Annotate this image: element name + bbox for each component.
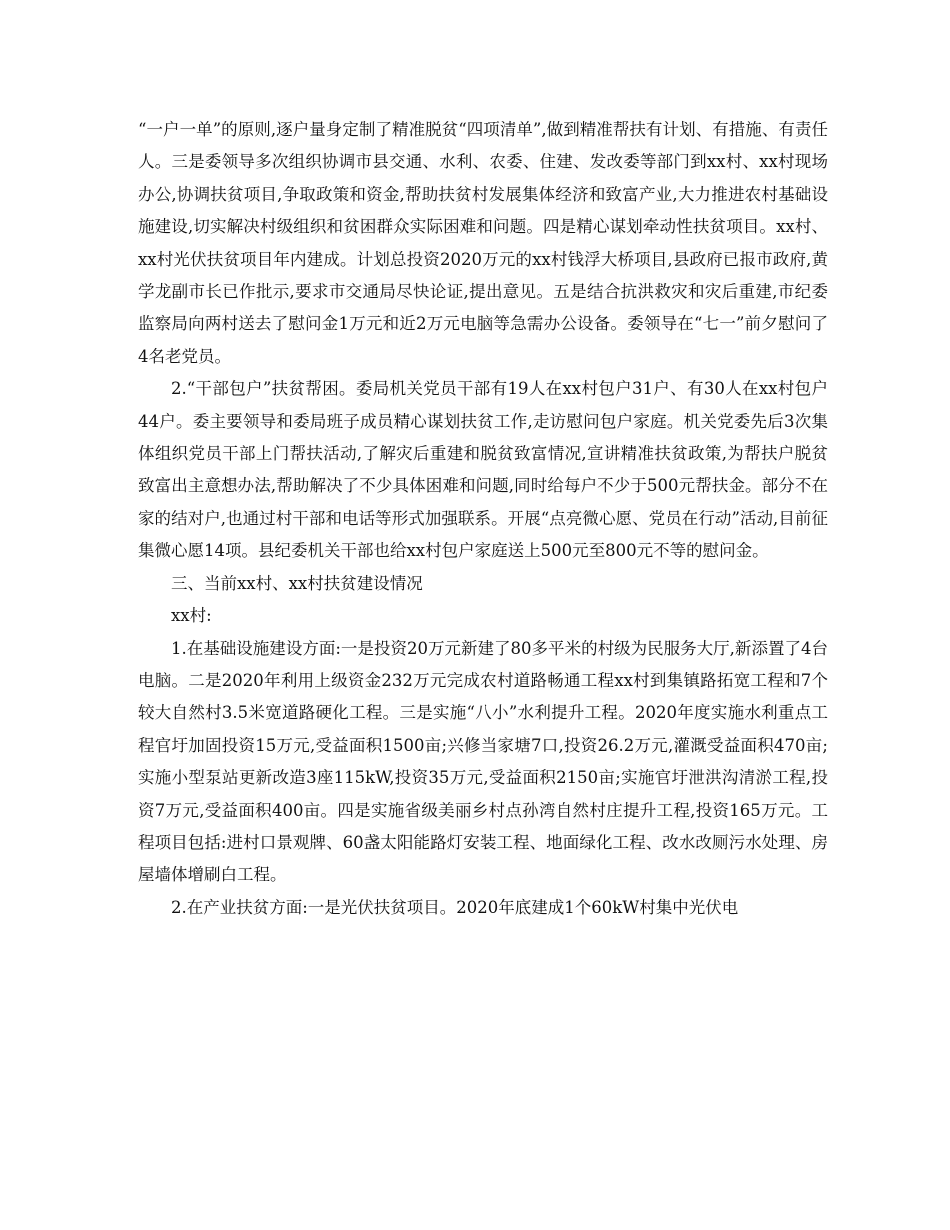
subheading-village: xx村: [171,606,212,626]
paragraph-infrastructure: 1.在基础设施建设方面:一是投资20万元新建了80多平米的村级为民服务大厅,新添置了4台电脑。二是2020年利用上级资金232万元完成农村道路畅通工程xx村到集镇路拓宽工程和7个较大自然村3.5米宽道路硬化工程。三是实施“八小”水利提升工程。2020年度实施水利重点工程官圩加固投资15万元,受益面积1500亩;兴修当家塘7口,投资26.2万元,灌溉受益面积470亩;实施小型泵站更新改造3座115kW,投资35万元,受益面积2150亩;实施官圩泄洪沟清淤工程,投资7万元,受益面积400亩。四是实施省级美丽乡村点孙湾自然村庄提升工程,投资165万元。工程项目包括:进村口景观牌、60盏太阳能路灯安装工程、地面绿化工程、改水改厕污水处理、房屋墙体增刷白工程。 [138,638,828,885]
document-body [138,114,828,924]
paragraph-continuation: “一户一单”的原则,逐户量身定制了精准脱贫“四项清单”,做到精准帮扶有计划、有措施、有责任人。三是委领导多次组织协调市县交通、水利、农委、住建、发改委等部门到xx村、xx村现场办公,协调扶贫项目,争取政策和资金,帮助扶贫村发展集体经济和致富产业,大力推进农村基础设施建设,切实解决村级组织和贫困群众实际困难和问题。四是精心谋划牵动性扶贫项目。xx村、xx村光伏扶贫项目年内建成。计划总投资2020万元的xx村钱浮大桥项目,县政府已报市政府,黄学龙副市长已作批示,要求市交通局尽快论证,提出意见。五是结合抗洪救灾和灾后重建,市纪委监察局向两村送去了慰问金1万元和近2万元电脑等急需办公设备。委领导在“七一”前夕慰问了4名老党员。 [138,120,828,366]
section-heading-village-construction: 三、当前xx村、xx村扶贫建设情况 [171,573,423,593]
paragraph-industry-aid: 2.在产业扶贫方面:一是光伏扶贫项目。2020年底建成1个60kW村集中光伏电 [171,897,739,917]
paragraph-cadre-household-aid: 2.“干部包户”扶贫帮困。委局机关党员干部有19人在xx村包户31户、有30人在xx村包户44户。委主要领导和委局班子成员精心谋划扶贫工作,走访慰问包户家庭。机关党委先后3次集体组织党员干部上门帮扶活动,了解灾后重建和脱贫致富情况,宣讲精准扶贫政策,为帮扶户脱贫致富出主意想办法,帮助解决了不少具体困难和问题,同时给每户不少于500元帮扶金。部分不在家的结对户,也通过村干部和电话等形式加强联系。开展“点亮微心愿、党员在行动”活动,目前征集微心愿14项。县纪委机关干部也给xx村包户家庭送上500元至800元不等的慰问金。 [138,379,828,561]
